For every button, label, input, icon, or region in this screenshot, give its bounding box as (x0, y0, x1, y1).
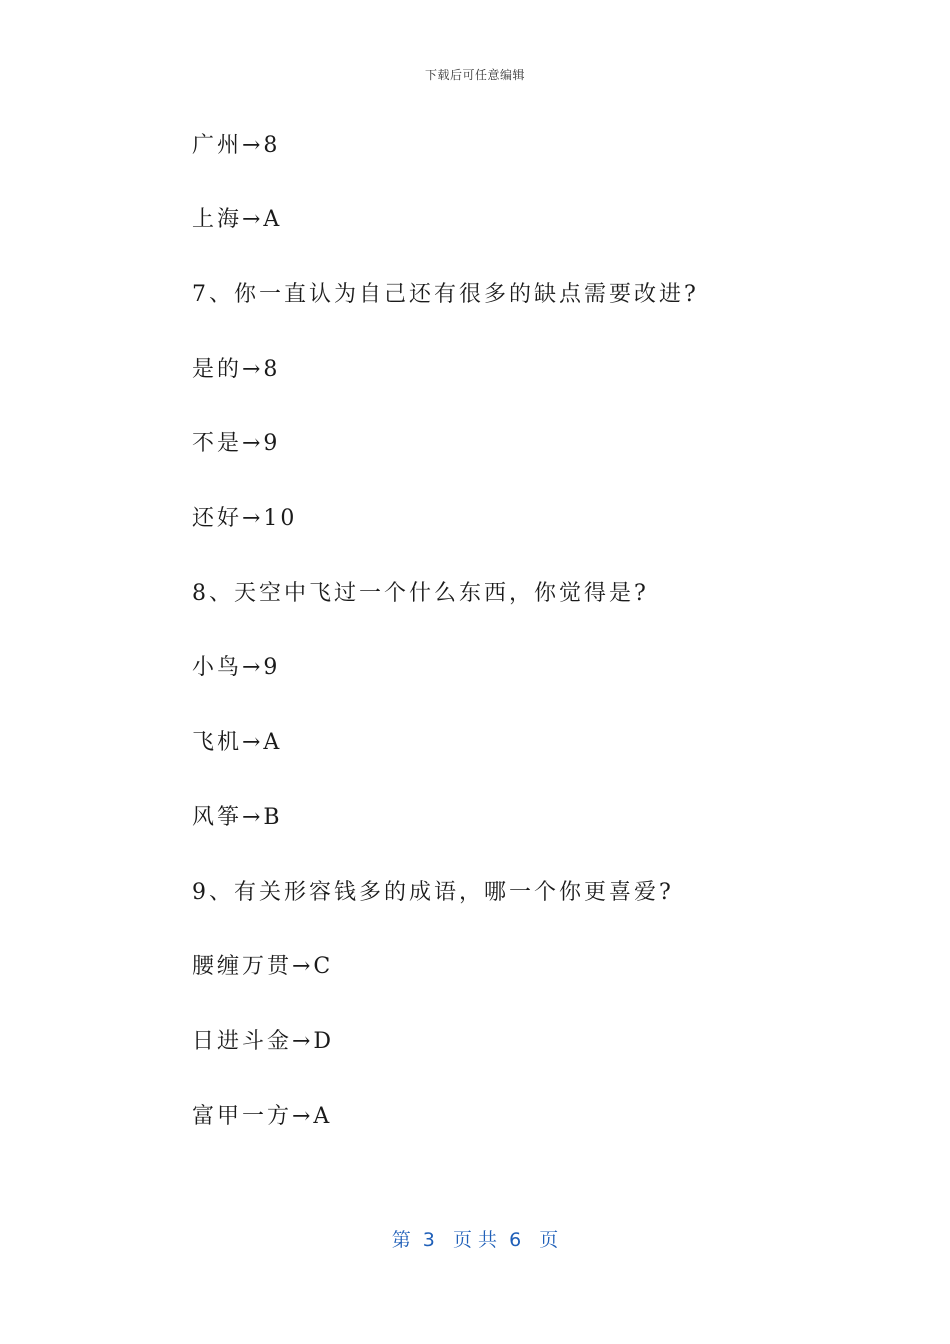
option-line: 富甲一方→A (192, 1104, 333, 1129)
option-line: 小鸟→9 (192, 655, 281, 680)
option-line: 飞机→A (192, 730, 283, 755)
option-line: 广州→8 (192, 133, 281, 158)
option-line: 上海→A (192, 207, 283, 232)
page-number-footer: 第 3 页 共 6 页 (391, 1229, 559, 1251)
question-line: 9、有关形容钱多的成语，哪一个你更喜爱? (192, 880, 674, 905)
question-line: 7、你一直认为自己还有很多的缺点需要改进? (192, 282, 699, 307)
option-line: 腰缠万贯→C (192, 954, 334, 979)
option-line: 不是→9 (192, 431, 281, 456)
page-header: 下载后可任意编辑 (424, 68, 525, 82)
option-line: 是的→8 (192, 357, 281, 382)
option-line: 还好→10 (192, 506, 298, 531)
option-line: 日进斗金→D (192, 1029, 335, 1054)
question-line: 8、天空中飞过一个什么东西，你觉得是? (192, 581, 649, 606)
option-line: 风筝→B (192, 805, 283, 830)
